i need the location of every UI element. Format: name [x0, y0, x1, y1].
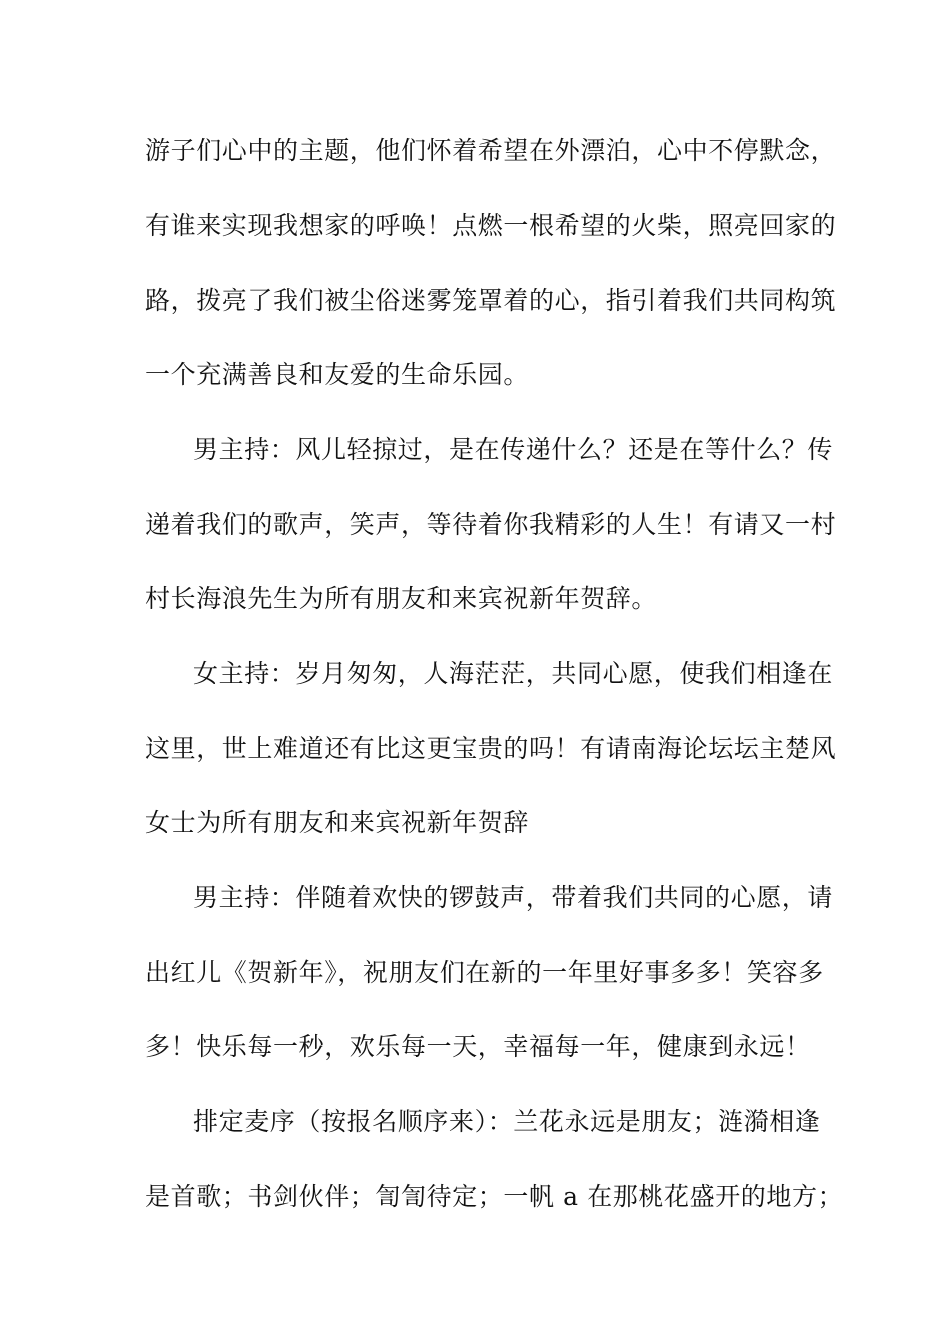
- text-line-10: 女士为所有朋友和来宾祝新年贺辞: [145, 808, 530, 837]
- text-line-14: 排定麦序（按报名顺序来）：兰花永远是朋友；涟漪相逢: [193, 1107, 821, 1136]
- text-line-4: 一个充满善良和友爱的生命乐园。: [145, 360, 530, 389]
- text-line-13: 多！快乐每一秒，欢乐每一天，幸福每一年，健康到永远！: [145, 1032, 811, 1061]
- text-line-15: 是首歌；书剑伙伴；訇訇待定；一帆 a 在那桃花盛开的地方；: [145, 1182, 844, 1211]
- text-line-3: 路，拨亮了我们被尘俗迷雾笼罩着的心，指引着我们共同构筑: [145, 286, 837, 315]
- text-line-9: 这里，世上难道还有比这更宝贵的吗！有请南海论坛坛主楚风: [145, 734, 837, 763]
- text-line-1: 游子们心中的主题，他们怀着希望在外漂泊，心中不停默念，: [145, 136, 837, 165]
- text-line-6: 递着我们的歌声，笑声，等待着你我精彩的人生！有请又一村: [145, 510, 837, 539]
- text-line-2: 有谁来实现我想家的呼唤！点燃一根希望的火柴，照亮回家的: [145, 211, 837, 240]
- text-line-7: 村长海浪先生为所有朋友和来宾祝新年贺辞。: [145, 584, 658, 613]
- text-line-12: 出红儿《贺新年》，祝朋友们在新的一年里好事多多！笑容多: [145, 958, 824, 987]
- text-line-5: 男主持：风儿轻掠过，是在传递什么？还是在等什么？传: [193, 435, 834, 464]
- text-line-11: 男主持：伴随着欢快的锣鼓声，带着我们共同的心愿，请: [193, 883, 834, 912]
- text-line-8: 女主持：岁月匆匆，人海茫茫，共同心愿，使我们相逢在: [193, 659, 834, 688]
